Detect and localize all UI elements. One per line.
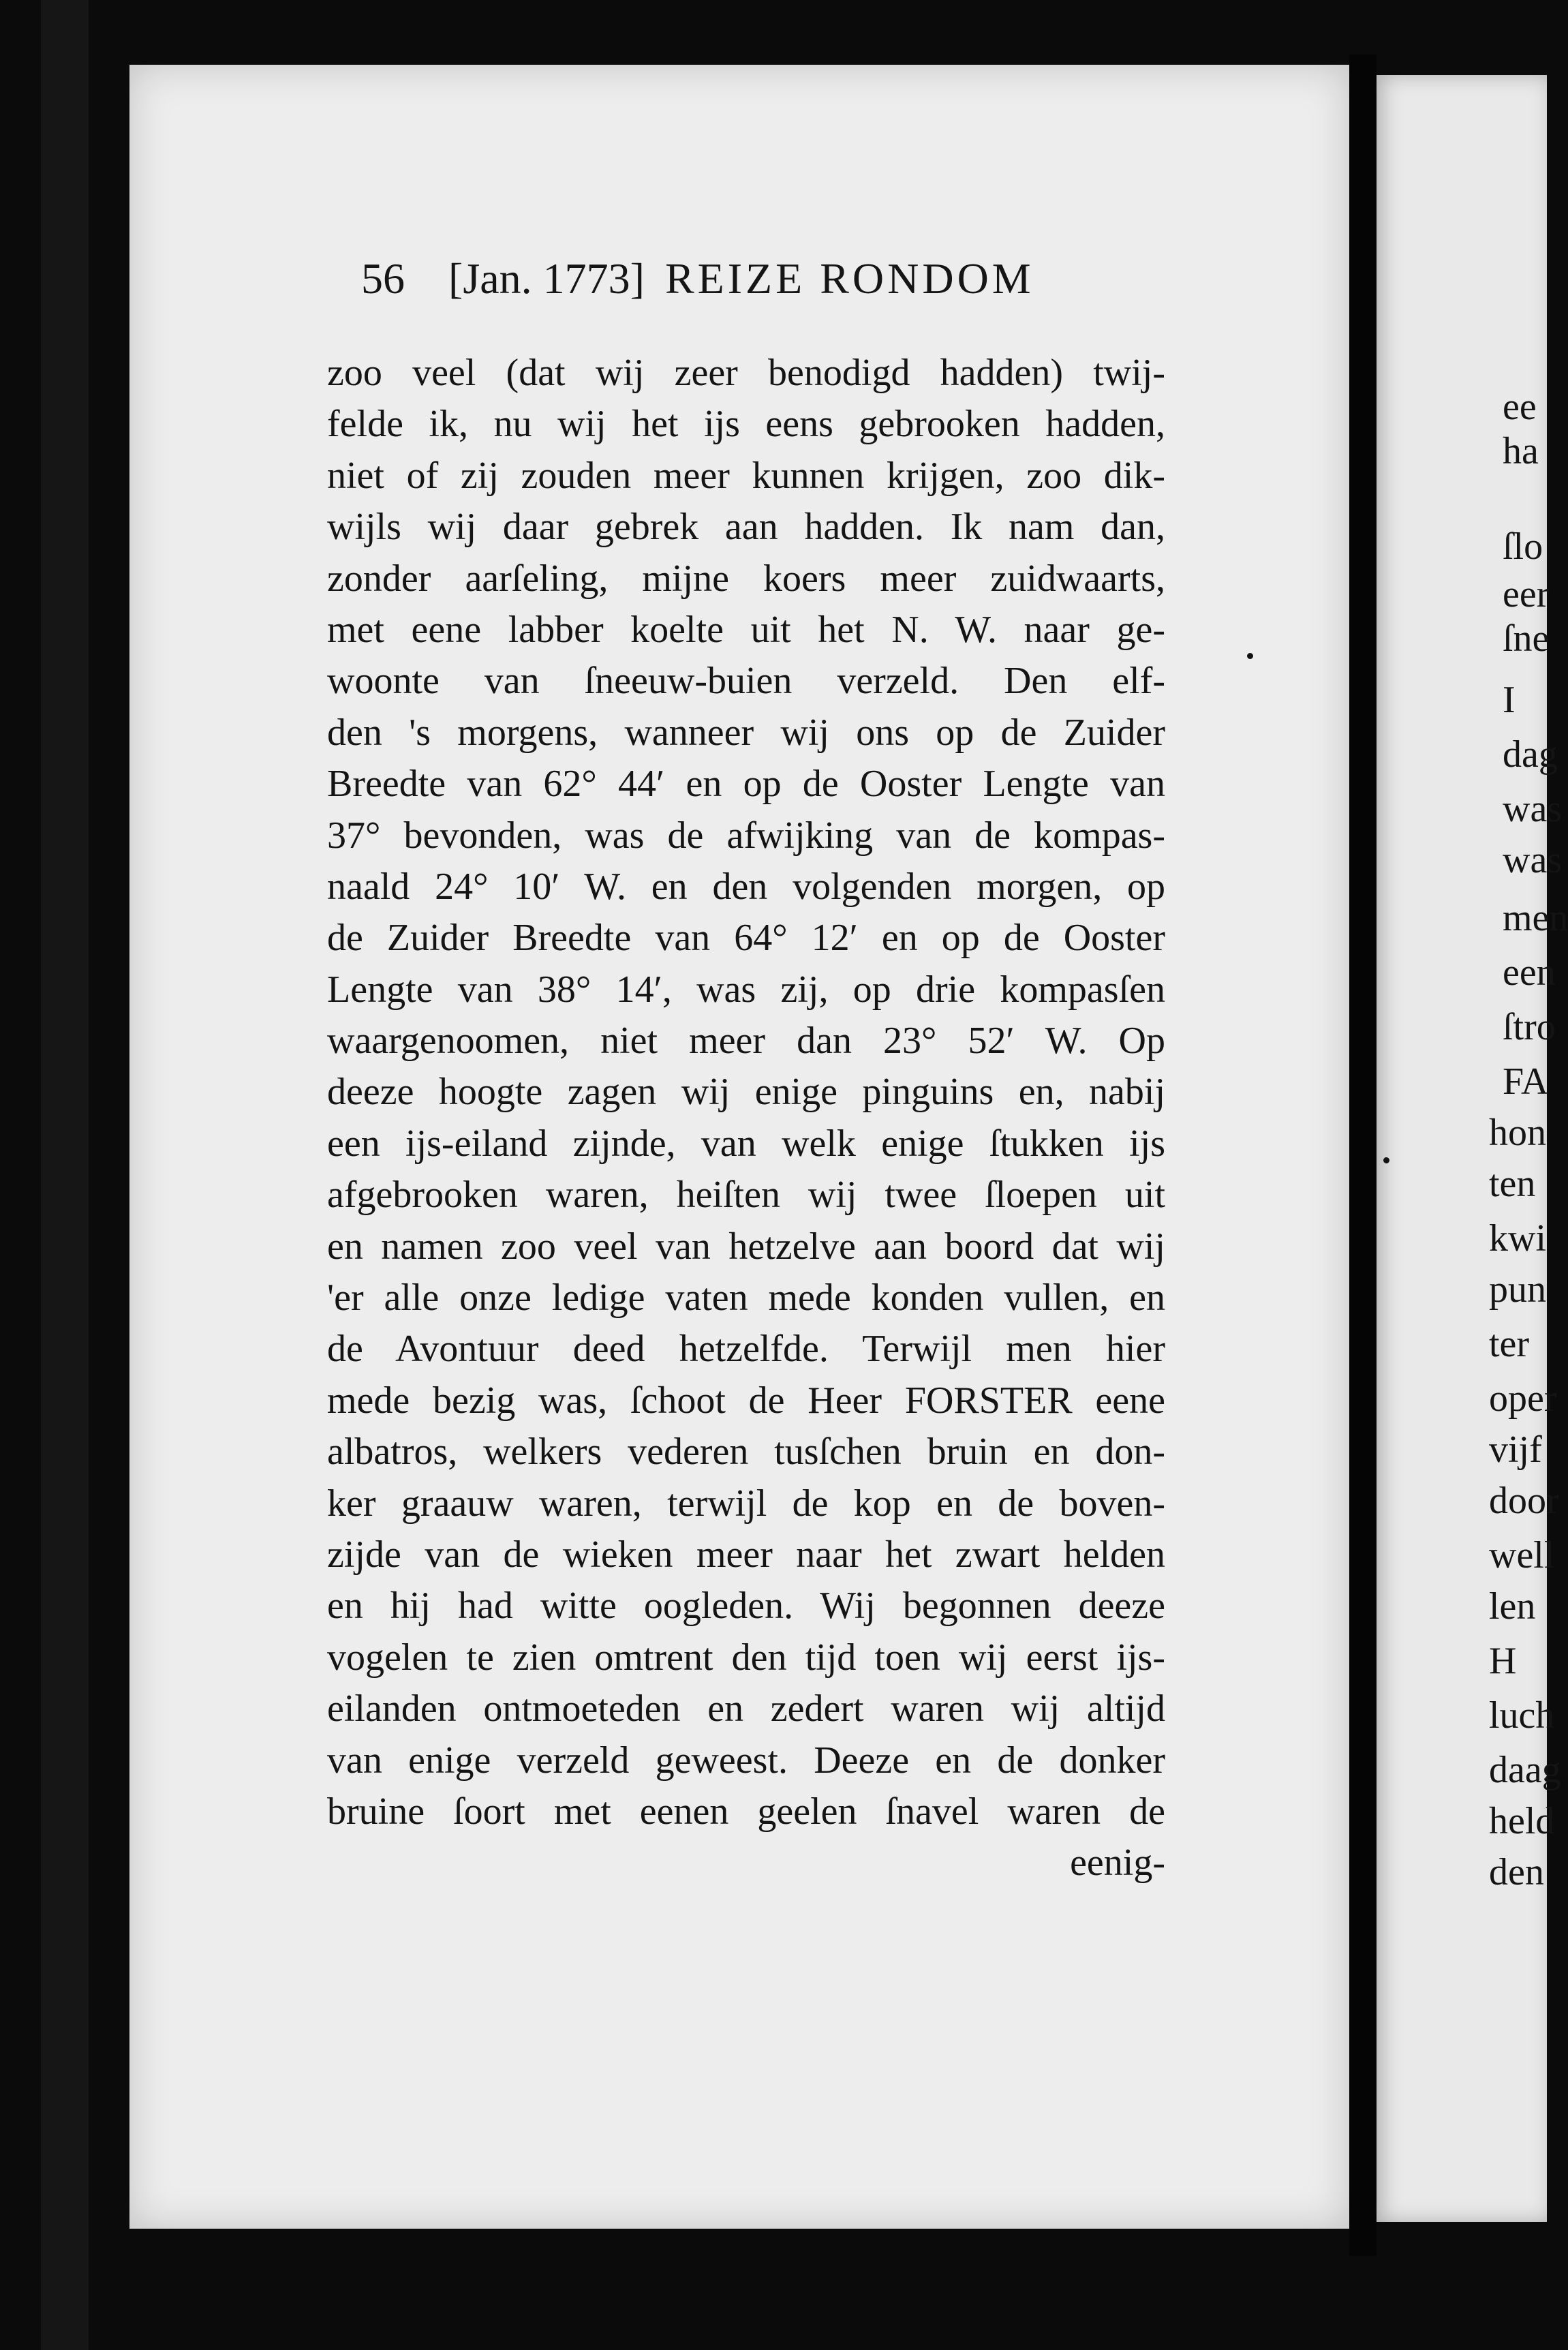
facing-line-fragment: I <box>1503 679 1516 721</box>
catchword: eenig- <box>1070 1842 1165 1884</box>
page-number: 56 <box>361 254 405 303</box>
facing-line-fragment: daag <box>1489 1749 1561 1791</box>
text-line: naald 24° 10′ W. en den volgenden morgen, op <box>327 865 1165 908</box>
facing-line-fragment: well <box>1489 1534 1555 1576</box>
text-line: den 's morgens, wanneer wij ons op de Zuider <box>327 711 1165 754</box>
text-line: deeze hoogte zagen wij enige pinguins en, nabij <box>327 1071 1165 1114</box>
facing-line-fragment: ter <box>1489 1323 1530 1365</box>
text-line: niet of zij zouden meer kunnen krijgen, zoo dik- <box>327 454 1165 497</box>
facing-line-fragment: ee <box>1503 386 1537 428</box>
facing-line-fragment: ſlo <box>1503 525 1543 568</box>
text-line: de Avontuur deed hetzelfde. Terwijl men hier <box>327 1328 1165 1371</box>
facing-line-fragment: vijf <box>1489 1429 1542 1471</box>
body-text <box>327 348 1165 1889</box>
text-line: van enige verzeld geweest. Deeze en de donker <box>327 1739 1165 1782</box>
facing-line-fragment: den <box>1489 1851 1544 1893</box>
text-line: ker graauw waren, terwijl de kop en de boven- <box>327 1482 1165 1525</box>
text-line: vogelen te zien omtrent den tijd toen wij eerst ijs- <box>327 1636 1165 1679</box>
ink-speck <box>1247 653 1253 659</box>
text-line: bruine ſoort met eenen geelen ſnavel waren de <box>327 1790 1165 1833</box>
facing-line-fragment: H <box>1489 1640 1517 1682</box>
facing-line-fragment: was <box>1503 839 1563 881</box>
text-line: en hij had witte oogleden. Wij begonnen deeze <box>327 1585 1165 1628</box>
facing-line-fragment: eer <box>1503 573 1550 615</box>
text-line: woonte van ſneeuw-buien verzeld. Den elf- <box>327 660 1165 703</box>
text-line: felde ik, nu wij het ijs eens gebrooken hadden, <box>327 403 1165 446</box>
running-header <box>361 254 1179 322</box>
book-gutter <box>1349 55 1377 2256</box>
text-line: mede bezig was, ſchoot de Heer FORSTER eene <box>327 1379 1165 1422</box>
scanner-edge <box>41 0 89 2350</box>
facing-line-fragment: een <box>1503 951 1556 994</box>
text-line: afgebrooken waren, heiſten wij twee ſloepen uit <box>327 1174 1165 1217</box>
text-line: een ijs-eiland zijnde, van welk enige ſtukken ijs <box>327 1122 1165 1165</box>
ink-speck <box>1383 1157 1389 1163</box>
facing-line-fragment: men <box>1503 897 1568 939</box>
facing-line-fragment: was <box>1503 788 1563 830</box>
facing-line-fragment: FA <box>1503 1060 1549 1103</box>
text-line: zonder aarſeling, mijne koers meer zuidwaarts, <box>327 557 1165 600</box>
text-line: zoo veel (dat wij zeer benodigd hadden) twij- <box>327 352 1165 394</box>
text-line: eilanden ontmoeteden en zedert waren wij altijd <box>327 1688 1165 1730</box>
text-line: waargenoomen, niet meer dan 23° 52′ W. Op <box>327 1020 1165 1063</box>
facing-line-fragment: luch <box>1489 1694 1555 1737</box>
facing-line-fragment: ten <box>1489 1163 1536 1205</box>
facing-line-fragment: len <box>1489 1585 1536 1628</box>
facing-line-fragment: held <box>1489 1800 1555 1842</box>
facing-line-fragment: door <box>1489 1480 1559 1522</box>
text-line: albatros, welkers vederen tusſchen bruin en don- <box>327 1431 1165 1474</box>
text-line: 37° bevonden, was de afwijking van de kompas- <box>327 814 1165 857</box>
facing-line-fragment: ſtro <box>1503 1006 1556 1048</box>
facing-line-fragment: oper <box>1489 1377 1557 1420</box>
text-line: en namen zoo veel van hetzelve aan boord dat wij <box>327 1225 1165 1268</box>
running-title: REIZE RONDOM <box>664 254 1034 303</box>
running-date: [Jan. 1773] <box>448 254 645 303</box>
facing-line-fragment: dag <box>1503 733 1558 776</box>
text-line: Lengte van 38° 14′, was zij, op drie kompasſen <box>327 968 1165 1011</box>
text-line: wijls wij daar gebrek aan hadden. Ik nam dan, <box>327 506 1165 549</box>
text-line: Breedte van 62° 44′ en op de Ooster Lengte van <box>327 763 1165 806</box>
text-line: met eene labber koelte uit het N. W. naar ge- <box>327 608 1165 651</box>
facing-line-fragment: ſne <box>1503 617 1550 660</box>
facing-line-fragment: hon <box>1489 1112 1546 1154</box>
text-line: de Zuider Breedte van 64° 12′ en op de Ooster <box>327 917 1165 960</box>
facing-line-fragment: ha <box>1503 430 1539 472</box>
text-line: zijde van de wieken meer naar het zwart helden <box>327 1533 1165 1576</box>
facing-line-fragment: pun <box>1489 1268 1546 1311</box>
text-line: 'er alle onze ledige vaten mede konden vullen, en <box>327 1277 1165 1319</box>
facing-line-fragment: kwi <box>1489 1217 1546 1260</box>
